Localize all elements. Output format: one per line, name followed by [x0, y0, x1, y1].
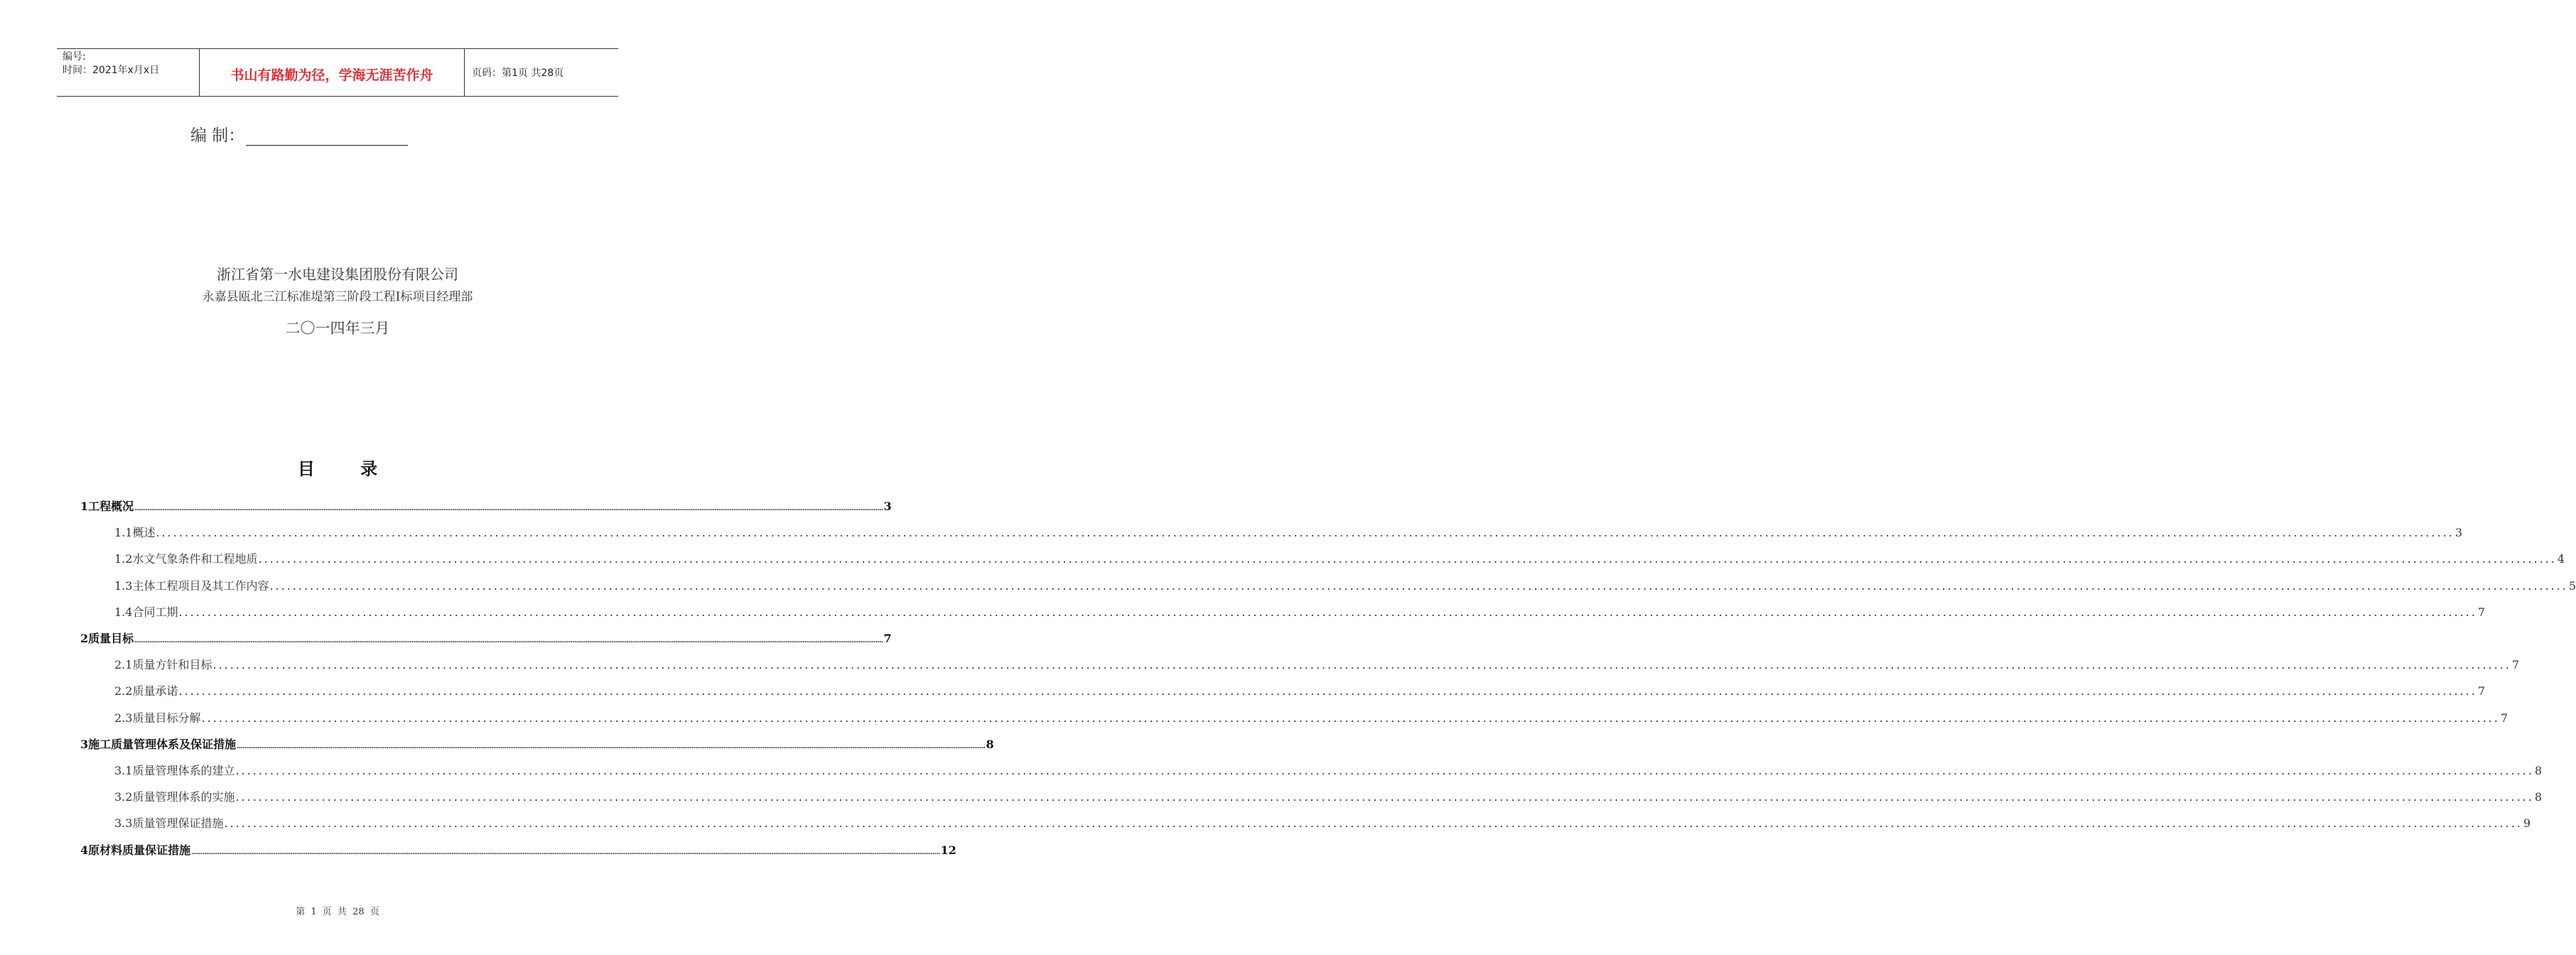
editor-field — [190, 122, 408, 146]
toc-entry[interactable] — [114, 577, 2576, 593]
toc-entry-page: 7 — [2500, 711, 2508, 725]
toc-entry-page: 7 — [2477, 605, 2486, 619]
number-label: 编号: — [63, 51, 86, 63]
toc-entry[interactable] — [114, 656, 2520, 672]
toc-leader-dots: ................................................................................................................................................................................................................................................................................................................................................................................................................ — [178, 605, 2477, 619]
editor-label: 编 制： — [190, 126, 245, 145]
toc-entry[interactable] — [114, 682, 2486, 698]
toc-entry[interactable] — [80, 497, 892, 514]
toc-entry-page: 7 — [2477, 684, 2486, 698]
toc-title: 目 录 — [297, 458, 398, 479]
toc-entry[interactable] — [114, 550, 2565, 566]
toc-entry[interactable] — [114, 524, 2463, 540]
toc-entry[interactable] — [114, 603, 2486, 620]
toc-entry-label: 1.1概述 — [114, 526, 156, 540]
toc-entry-label: 3施工质量管理体系及保证措施 — [80, 737, 237, 751]
toc-entry-page: 8 — [2534, 764, 2543, 777]
toc-leader-dots: ................................................................................................................................................................................................................................................................................................................................................................................................................ — [156, 526, 2454, 540]
toc-entry-page: 12 — [940, 843, 956, 857]
toc-entry-label: 4原材料质量保证措施 — [80, 843, 191, 857]
company-name: 浙江省第一水电建设集团股份有限公司 — [217, 266, 458, 283]
toc-leader-dots: ................................................................................................................................................................................................................................................................................................................................................................................................................ — [237, 743, 986, 750]
toc-leader-dots: ................................................................................................................................................................................................................................................................................................................................................................................................................ — [224, 816, 2523, 831]
page-header — [57, 48, 618, 97]
toc-entry-label: 1.3主体工程项目及其工作内容 — [114, 578, 269, 593]
toc-leader-dots: ................................................................................................................................................................................................................................................................................................................................................................................................................ — [269, 578, 2568, 593]
toc-entry[interactable] — [114, 709, 2508, 725]
toc-entry[interactable] — [114, 814, 2531, 831]
toc-entry-label: 1.2水文气象条件和工程地质 — [114, 552, 258, 566]
toc-entry-page: 5 — [2568, 578, 2576, 593]
toc-leader-dots: ................................................................................................................................................................................................................................................................................................................................................................................................................ — [235, 790, 2534, 804]
toc-leader-dots: ................................................................................................................................................................................................................................................................................................................................................................................................................ — [201, 711, 2500, 725]
toc-leader-dots: ................................................................................................................................................................................................................................................................................................................................................................................................................ — [235, 764, 2534, 777]
toc-entry-label: 2.3质量目标分解 — [114, 711, 201, 725]
time-label: 时间：2021年x月x日 — [63, 65, 160, 76]
toc-entry[interactable] — [114, 762, 2543, 778]
toc-entry-label: 2.1质量方针和目标 — [114, 658, 212, 672]
toc-entry-label: 3.3质量管理保证措施 — [114, 816, 224, 831]
document-date: 二〇一四年三月 — [285, 320, 390, 337]
header-page-info: 页码：第1页 共28页 — [472, 68, 564, 79]
header-motto: 书山有路勤为径，学海无涯苦作舟 — [200, 49, 465, 96]
toc-leader-dots: ................................................................................................................................................................................................................................................................................................................................................................................................................ — [134, 637, 883, 644]
toc-entry-page: 4 — [2557, 552, 2565, 566]
header-meta — [57, 49, 200, 96]
toc-entry-page: 7 — [883, 632, 892, 645]
toc-entry-label: 3.1质量管理体系的建立 — [114, 764, 235, 777]
toc-entry-page: 7 — [2511, 658, 2520, 672]
editor-blank-line — [246, 125, 408, 146]
toc-entry-label: 2.2质量承诺 — [114, 684, 178, 698]
toc-leader-dots: ................................................................................................................................................................................................................................................................................................................................................................................................................ — [258, 552, 2557, 566]
toc-entry-page: 3 — [2454, 526, 2463, 540]
toc-entry-label: 2质量目标 — [80, 632, 134, 645]
toc-entry-label: 3.2质量管理体系的实施 — [114, 790, 235, 804]
toc-entry[interactable] — [80, 841, 956, 858]
toc-entry-page: 8 — [986, 737, 994, 751]
toc-entry-page: 8 — [2534, 790, 2543, 804]
toc-entry[interactable] — [114, 788, 2543, 804]
toc-leader-dots: ................................................................................................................................................................................................................................................................................................................................................................................................................ — [212, 658, 2511, 672]
toc-leader-dots: ................................................................................................................................................................................................................................................................................................................................................................................................................ — [134, 505, 883, 512]
toc-entry-page: 3 — [883, 500, 892, 513]
toc-entry[interactable] — [80, 630, 892, 646]
department-name: 永嘉县瓯北三江标准堤第三阶段工程Ⅰ标项目经理部 — [202, 290, 473, 304]
toc-entry-page: 9 — [2523, 816, 2531, 831]
toc-leader-dots: ................................................................................................................................................................................................................................................................................................................................................................................................................ — [191, 848, 940, 856]
toc-entry-label: 1工程概况 — [80, 500, 134, 513]
toc-entry-label: 1.4合同工期 — [114, 605, 178, 619]
page-footer: 第 1 页 共 28 页 — [296, 907, 379, 917]
toc-entry[interactable] — [80, 735, 994, 752]
toc-leader-dots: ................................................................................................................................................................................................................................................................................................................................................................................................................ — [178, 684, 2477, 698]
